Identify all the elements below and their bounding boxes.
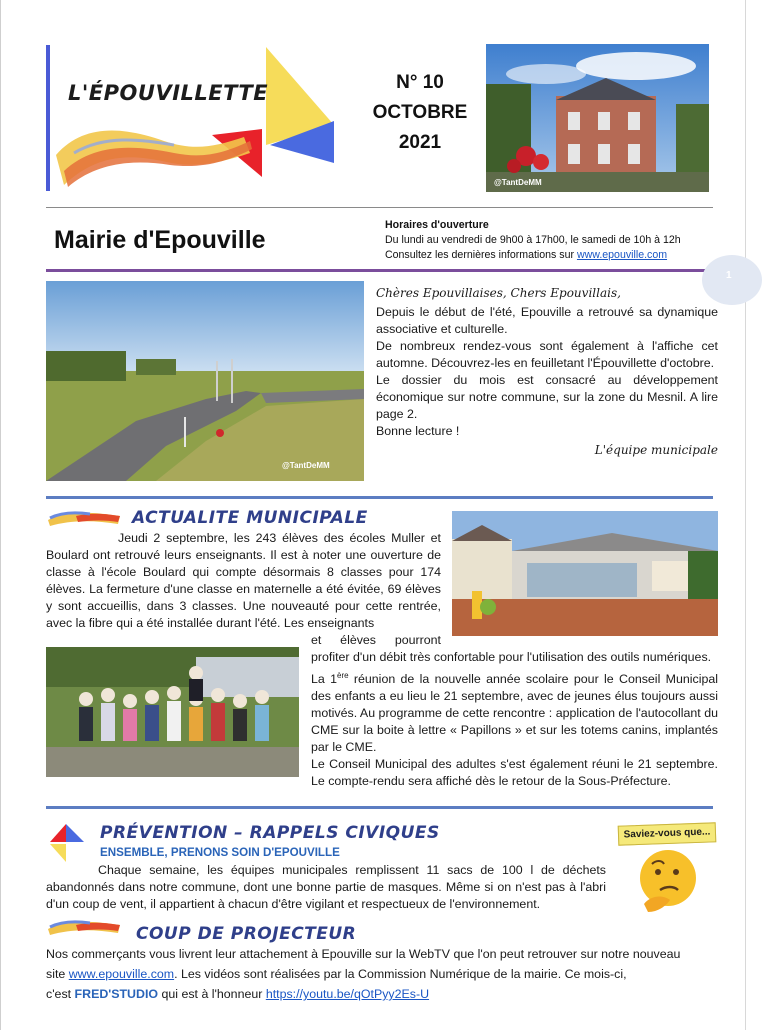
- mairie-title: Mairie d'Epouville: [54, 226, 266, 254]
- masthead-rule: [46, 207, 713, 208]
- logo-text: L'ÉPOUVILLETTE: [68, 81, 269, 105]
- road-photo-credit: @TantDeMM: [282, 461, 330, 470]
- editorial-paragraph: Bonne lecture !: [376, 424, 460, 438]
- logo-graphic: [44, 45, 336, 193]
- road-photo: [46, 281, 364, 481]
- prevention-text: Chaque semaine, les équipes municipales remplissent 11 sacs de 100 l de déchets abandonnés dans notre commune, dont une bonne partie de masques. Même si on n'est pas à l'abri d'un coup de vent, il appartient à chacun d'être vigilant et respectueux de l'environnement.: [46, 863, 606, 911]
- prevention-title: PRÉVENTION – RAPPELS CIVIQUES: [100, 823, 440, 843]
- website-link[interactable]: www.epouville.com: [576, 249, 668, 261]
- projecteur-line2: [46, 964, 726, 984]
- prevention-subtitle: ENSEMBLE, PRENONS SOIN D'EPOUVILLE: [100, 846, 340, 859]
- cme-post: réunion de la nouvelle année scolaire pour le Conseil Municipal des enfants a eu lieu le 21 septembre, avec de jeunes élus toujours aussi motivés. Au programme de cette rencontre : application de l'autocollant du CME sur la boite à lettre « Papillons » et sur les totems canins, implantés par le CME.: [311, 672, 718, 755]
- actualite-text-top: [46, 530, 441, 632]
- adults-paragraph: Le Conseil Municipal des adultes s'est également réuni le 21 septembre. Le compte-rendu sera affiché dès le retour de la Sous-Préfecture.: [311, 757, 718, 789]
- prevention-text-block: [46, 862, 606, 913]
- projecteur-line2-pre: site: [46, 967, 69, 981]
- website-link[interactable]: www.epouville.com: [68, 967, 175, 981]
- info-text: Consultez les dernières informations sur: [385, 249, 577, 261]
- issue-year: 2021: [398, 132, 442, 153]
- issue-info: [350, 68, 490, 158]
- actualite-cont-b: profiter d'un débit très confortable pour l'utilisation des outils numériques.: [311, 650, 712, 664]
- issue-month: OCTOBRE: [372, 102, 468, 123]
- page-edge: [0, 0, 1, 1030]
- editorial-paragraph: Depuis le début de l'été, Epouville a retrouvé sa dynamique associative et culturelle.: [376, 305, 718, 336]
- actualite-para1: Jeudi 2 septembre, les 243 élèves des écoles Muller et Boulard ont retrouvé leurs enseignants. Il est à noter une ouverture de classe à l'école Boulard qui compte désormais 8 classes pour 174 élèves. La fermeture d'une classe en maternelle a été évitée, 69 élèves y sont accueillis, dans 3 classes. Une nouveauté pour cette rentrée, avec la fibre qui a été installée durant l'été. Les enseignants: [46, 531, 441, 630]
- section-rule: [46, 496, 713, 499]
- greeting: Chères Epouvillaises, Chers Epouvillais,: [376, 286, 621, 300]
- brush-icon: [46, 917, 122, 937]
- saviez-vous-badge: [618, 822, 717, 845]
- logo-area: [44, 45, 336, 193]
- mairie-photo: [486, 44, 709, 192]
- issue-number: N° 10: [396, 72, 444, 93]
- photo-credit: @TantDeMM: [494, 178, 542, 187]
- projecteur-line3-pre: c'est: [46, 987, 75, 1001]
- cme-paragraph: [311, 667, 718, 756]
- projecteur-line2-post: . Les vidéos sont réalisées par la Commission Numérique de la mairie. Ce mois-ci,: [174, 967, 627, 981]
- info-line: [385, 248, 725, 263]
- hours-block: [385, 218, 725, 263]
- studio-name: FRED'STUDIO: [74, 987, 159, 1001]
- actualite-text-bottom: [311, 649, 718, 790]
- prevention-logo-icon: [48, 822, 86, 862]
- brush-icon: [46, 508, 122, 528]
- cme-pre: La 1: [311, 672, 337, 687]
- section-rule: [46, 806, 713, 809]
- projecteur-line3: [46, 984, 726, 1004]
- editorial-paragraph: Le dossier du mois est consacré au développement économique sur notre commune, sur la zone du Mesnil. A lire page 2.: [376, 373, 718, 421]
- saviez-vous-label: Saviez-vous que...: [623, 826, 711, 841]
- page-edge-right: [745, 0, 746, 1030]
- thinking-face-icon: [636, 846, 700, 916]
- actualite-title: ACTUALITE MUNICIPALE: [132, 508, 368, 528]
- youtube-link[interactable]: https://youtu.be/qOtPyy2Es-U: [265, 987, 430, 1001]
- projecteur-text: [46, 944, 726, 1004]
- children-photo: [46, 647, 299, 777]
- page-number: 1: [726, 270, 732, 281]
- editorial-text: [376, 285, 718, 459]
- hours-heading: Horaires d'ouverture: [385, 219, 489, 231]
- cme-sup: ère: [337, 671, 349, 680]
- hours-text: Du lundi au vendredi de 9h00 à 17h00, le samedi de 10h à 12h: [385, 234, 681, 246]
- signature: L'équipe municipale: [594, 443, 718, 457]
- school-photo: [452, 511, 718, 636]
- mairie-rule: [46, 269, 713, 272]
- actualite-cont-a: et élèves pourront: [311, 633, 441, 647]
- editorial-paragraph: De nombreux rendez-vous sont également à l'affiche cet automne. Découvrez-les en feuilletant l'Épouvillette d'octobre.: [376, 339, 718, 370]
- projecteur-line1: Nos commerçants vous livrent leur attachement à Epouville sur la WebTV que l'on peut retrouver sur notre nouveau: [46, 947, 681, 961]
- projecteur-line3-mid: qui est à l'honneur: [158, 987, 266, 1001]
- projecteur-title: COUP DE PROJECTEUR: [136, 924, 357, 944]
